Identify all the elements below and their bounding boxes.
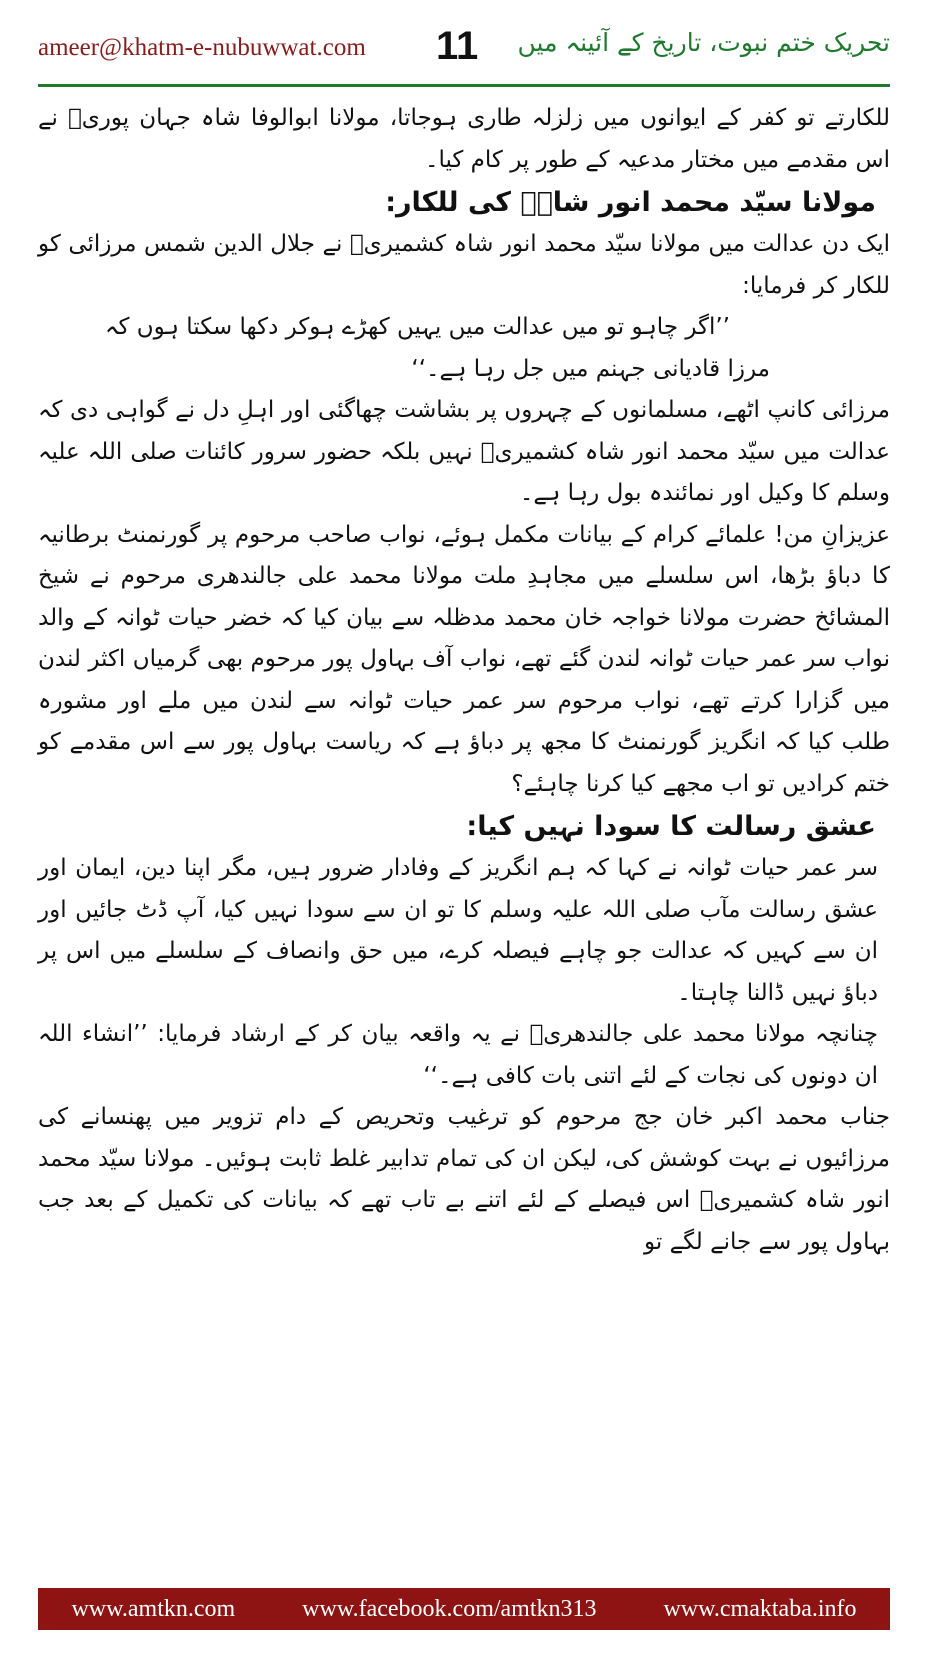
paragraph-2: ایک دن عدالت میں مولانا سیّد محمد انور شاہ کشمیریؒ نے جلال الدین شمس مرزائی کو للکار کر فرمایا: xyxy=(38,231,890,299)
quote-line-2: مرزا قادیانی جہنم میں جل رہا ہے۔‘‘ xyxy=(411,355,770,382)
book-title: تحریک ختم نبوت، تاریخ کے آئینہ میں xyxy=(517,28,890,57)
paragraph-6: چنانچہ مولانا محمد علی جالندھریؒ نے یہ واقعہ بیان کر کے ارشاد فرمایا: ’’انشاء اللہ ان دونوں کی نجات کے لئے اتنی بات کافی ہے۔‘‘ xyxy=(38,1021,878,1089)
footer-link-cmaktaba[interactable]: www.cmaktaba.info xyxy=(663,1595,857,1622)
paragraph-3: مرزائی کانپ اٹھے، مسلمانوں کے چہروں پر بشاشت چھاگئی اور اہلِ دل نے گواہی دی کہ عدالت میں سیّد محمد انور شاہ کشمیریؒ نہیں بلکہ حضور سرور کائنات صلی اللہ علیہ وسلم کا وکیل اور نمائندہ بول رہا ہے۔ xyxy=(38,397,890,506)
paragraph-7: جناب محمد اکبر خان جج مرحوم کو ترغیب وتحریص کے دام تزویر میں پھنسانے کی مرزائیوں نے بہت کوشش کی، لیکن ان کی تمام تدابیر غلط ثابت ہوئیں۔ مولانا سیّد محمد انور شاہ کشمیریؒ اس فیصلے کے لئے اتنے بے تاب تھے کہ بیانات کی تکمیل کے بعد جب بہاول پور سے جانے لگے تو xyxy=(38,1104,890,1255)
paragraph-5: سر عمر حیات ٹوانہ نے کہا کہ ہم انگریز کے وفادار ضرور ہیں، مگر اپنا دین، ایمان اور عشق رسالت مآب صلی اللہ علیہ وسلم کا تو ان سے سودا نہیں کیا، آپ ڈٹ جائیں اور ان سے کہیں کہ عدالت جو چاہے فیصلہ کرے، میں حق وانصاف کے سلسلے میں اس پر دباؤ نہیں ڈالنا چاہتا۔ xyxy=(38,855,878,1006)
page-footer xyxy=(38,1588,890,1630)
paragraph-4: عزیزانِ من! علمائے کرام کے بیانات مکمل ہوئے، نواب صاحب مرحوم پر گورنمنٹ برطانیہ کا دباؤ بڑھا، اس سلسلے میں مجاہدِ ملت مولانا محمد علی جالندھری مرحوم نے شیخ المشائخ حضرت مولانا خواجہ خان محمد مدظلہ سے بیان کیا کہ خضر حیات ٹوانہ کے والد نواب سر عمر حیات ٹوانہ لندن گئے تھے، نواب آف بہاول پور مرحوم بھی گرمیاں اکثر لندن میں گزارا کرتے تھے، نواب مرحوم سر عمر حیات ٹوانہ سے لندن میں ملے اور مشورہ طلب کیا کہ انگریز گورنمنٹ کا مجھ پر دباؤ ہے کہ ریاست بہاول پور سے اس مقدمے کو ختم کرادیں تو اب مجھے کیا کرنا چاہئے؟ xyxy=(38,521,890,797)
quote-line-1: ’’اگر چاہو تو میں عدالت میں یہیں کھڑے ہوکر دکھا سکتا ہوں کہ xyxy=(104,314,730,340)
paragraph-1: للکارتے تو کفر کے ایوانوں میں زلزلہ طاری ہوجاتا، مولانا ابوالوفا شاہ جہان پوریؒ نے اس مقدمے میں مختار مدعیہ کے طور پر کام کیا۔ xyxy=(38,105,890,173)
footer-link-facebook[interactable]: www.facebook.com/amtkn313 xyxy=(302,1595,597,1622)
page-body xyxy=(38,98,890,1263)
footer-link-amtkn[interactable]: www.amtkn.com xyxy=(71,1595,236,1622)
section-heading-2: عشق رسالت کا سودا نہیں کیا: xyxy=(466,811,876,842)
header-email: ameer@khatm-e-nubuwwat.com xyxy=(38,34,366,61)
page-header xyxy=(38,22,890,80)
page-number: 11 xyxy=(436,24,479,68)
section-heading-1: مولانا سیّد محمد انور شاہؒ کی للکار: xyxy=(385,187,876,218)
header-divider xyxy=(38,84,890,87)
